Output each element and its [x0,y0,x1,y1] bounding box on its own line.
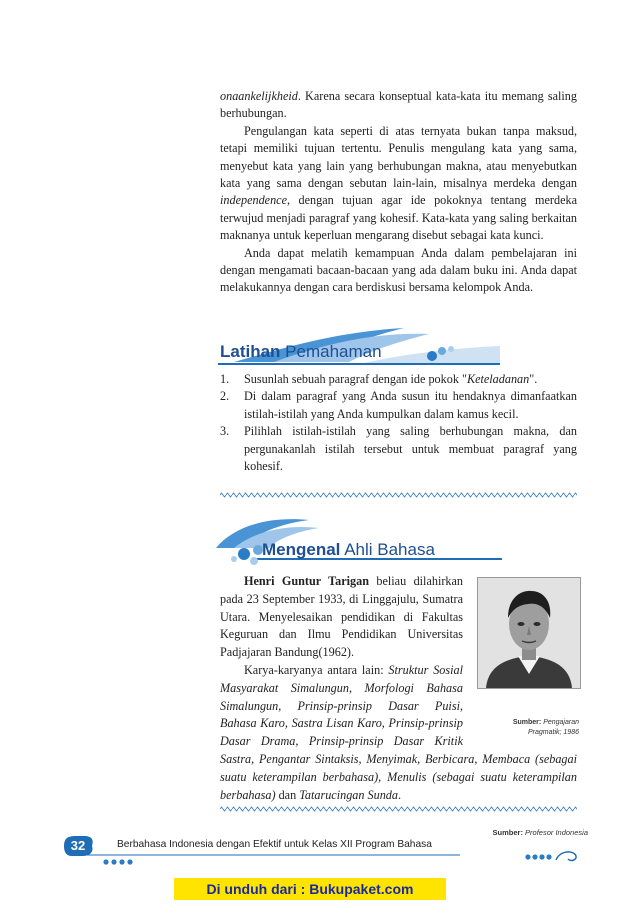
paragraph-text: . [398,787,402,802]
item-text: Pilihlah istilah-istilah yang saling berhubungan makna, dan pergunakanlah istilah tersebut untuk membuat paragraf yang kohesif. [244,424,577,474]
term-italic: onaankelijkheid [220,89,298,103]
latihan-list [220,371,577,475]
bubble-icon [250,557,258,565]
footer-dots-left-icon [102,858,138,866]
bubble-icon [438,347,446,355]
title-bold: Mengenal [262,540,341,559]
paragraph-text: , dengan tujuan agar ide pokoknya tentang merdeka terwujud menjadi paragraf yang kohesif. Kata-kata yang saling berkaitan maknanya untuk keperluan mengarang disebut sebagai kata kunci. [220,193,577,243]
ahli-title [262,540,435,560]
download-banner[interactable]: Di unduh dari : Bukupaket.com [174,878,446,900]
bubble-icon [448,346,454,352]
credit-source: Pengajaran Pragmatik; 1986 [528,719,579,736]
title-bold: Latihan [220,342,281,361]
source-label: Sumber: [492,828,526,837]
page-source [493,828,588,837]
list-item [220,423,577,475]
term-italic: independence [220,193,287,208]
item-number: 1. [220,372,230,386]
wave-divider [220,806,577,812]
paragraph-text: Pengulangan kata seperti di atas ternyata bukan tanpa maksud, tetapi memiliki tujuan tertentu. Penulis mengulang kata yang sama, menyebut kata yang lain yang berhubungan makna, atau menyebutkan kata yang sama dengan sebutan lain-lain, misalnya merdeka dengan [220,123,577,191]
credit-label: Sumber: [512,719,544,726]
portrait-icon [478,578,580,688]
works-italic: Tatarucingan Sunda [299,787,398,802]
item-number: 3. [220,424,230,439]
body-paragraph-1 [220,88,577,123]
person-name: Henri Guntur Tarigan [244,574,369,588]
list-item [220,371,577,388]
body-paragraph-2 [220,123,577,245]
body-paragraph-3 [220,245,577,297]
item-text: ". [529,372,538,386]
page-number: 32 [70,838,86,853]
latihan-title [220,342,382,362]
paragraph-text: dan [275,787,300,802]
title-rest: Ahli Bahasa [340,540,435,559]
footer-swirl-icon [524,848,580,864]
paragraph-text: beliau dilahirkan pada 23 September 1933, di Linggajulu, Sumatra Utara. Menyelesaikan pendidikan di Fakultas Keguruan dan Ilmu Pendidikan Universitas Padjajaran Bandung(1962). [220,574,463,660]
portrait-photo [477,577,581,689]
item-text: Di dalam paragraf yang Anda susun itu hendaknya dimanfaatkan istilah-istilah yang Anda kumpulkan dalam kamus kecil. [244,389,577,421]
paragraph-text: . Karena secara konseptual kata-kata itu memang saling berhubungan. [220,89,577,121]
paragraph-text: Karya-karyanya antara lain: [244,662,389,677]
source-value: Profesor Indonesia [525,828,588,837]
list-item [220,388,577,423]
item-text: Susunlah sebuah paragraf dengan ide pokok " [244,372,467,386]
bubble-icon [427,351,437,361]
bubble-icon [231,556,237,562]
paragraph-text: Anda dapat melatih kemampuan Anda dalam pembelajaran ini dengan mengamati bacaan-bacaan yang ada dalam buku ini. Anda dapat melakukannya dengan cara berdiskusi bersama kelompok Anda. [220,245,577,295]
title-rest: Pemahaman [280,342,382,361]
item-italic: Keteladanan [466,372,530,386]
photo-credit [478,718,579,738]
body-text [220,88,577,297]
wave-divider [220,492,577,498]
item-number: 2. [220,389,230,404]
works-italic: Struktur Sosial Masyarakat Simalungun, Morfologi Bahasa Simalungun, Prinsip-prinsip Dasar Puisi, Bahasa Karo, Sastra Lisan Karo, Prinsip-prinsip Dasar Drama, Prinsip-prinsip Dasar Kritik Sastra, Pengantar Sintaksis, Menyimak, Berbicara, Membaca (sebagai suatu keterampilan berbahasa), Menulis (sebagai suatu keterampilan berbahasa) [220,662,577,802]
bubble-icon [238,548,250,560]
book-title: Berbahasa Indonesia dengan Efektif untuk Kelas XII Program Bahasa [117,839,432,850]
